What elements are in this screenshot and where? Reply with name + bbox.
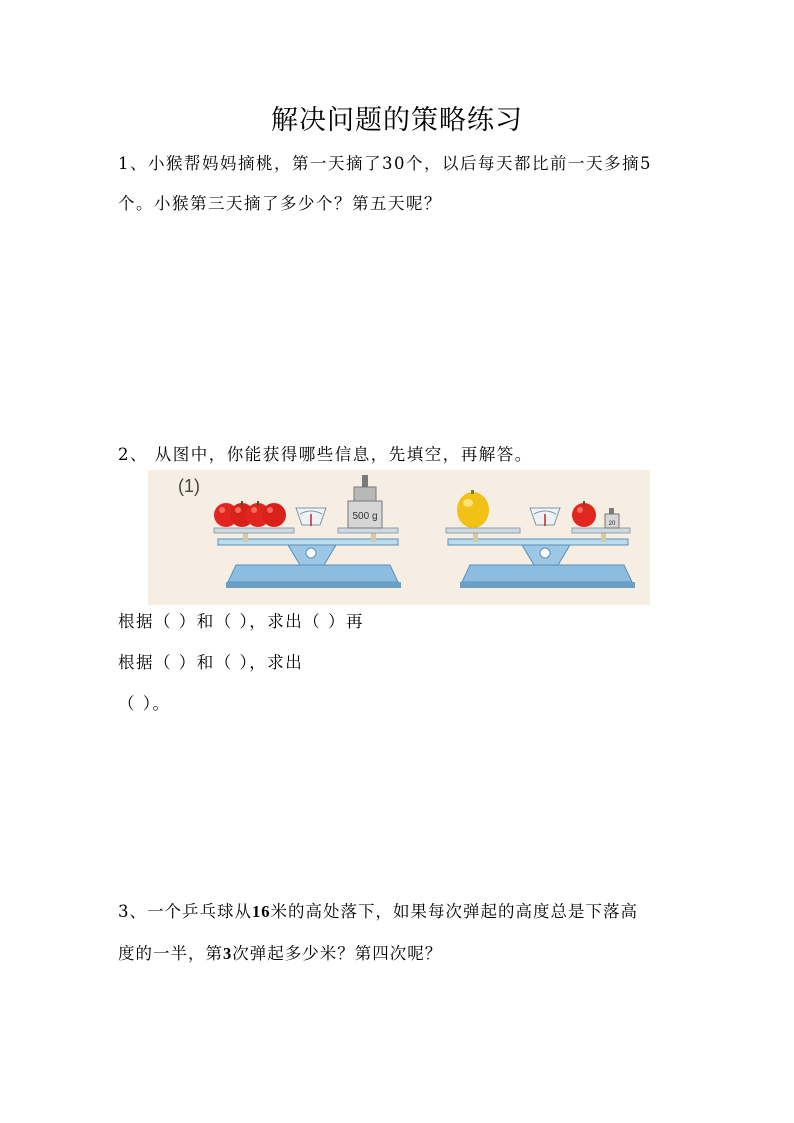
question-3-text-d: 次弹起多少米？第四次呢？ — [232, 944, 443, 963]
question-3-line-1 — [118, 898, 638, 922]
question-3-text-c: 度的一半，第 — [118, 944, 223, 963]
question-3-line-2 — [118, 940, 442, 964]
small-weight-label: 20 — [608, 521, 616, 527]
question-1-line-1: 1、小猴帮妈妈摘桃，第一天摘了30个，以后每天都比前一天多摘5 — [118, 154, 652, 173]
question-1-line-2: 个。小猴第三天摘了多少个？第五天呢？ — [118, 194, 442, 213]
question-3-number-16: 16 — [252, 902, 271, 921]
question-3-text-a: 3、一个乒乓球从 — [118, 902, 252, 921]
fill-blank-line-2: 根据（ ）和（ ），求出 — [118, 653, 304, 672]
page-title: 解决问题的策略练习 — [271, 105, 523, 136]
figure-label: (1) — [178, 476, 200, 496]
question-3-number-3: 3 — [223, 944, 233, 963]
weight-label: 500 g — [352, 511, 378, 522]
balance-scales-figure — [148, 470, 650, 605]
fill-blank-line-3: （ ）。 — [118, 694, 171, 713]
question-3-text-b: 米的高处落下，如果每次弹起的高度总是下落高 — [270, 902, 638, 921]
fill-blank-line-1: 根据（ ）和（ ），求出（ ）再 — [118, 612, 364, 631]
question-2-intro: 2、 从图中，你能获得哪些信息，先填空，再解答。 — [118, 445, 533, 464]
